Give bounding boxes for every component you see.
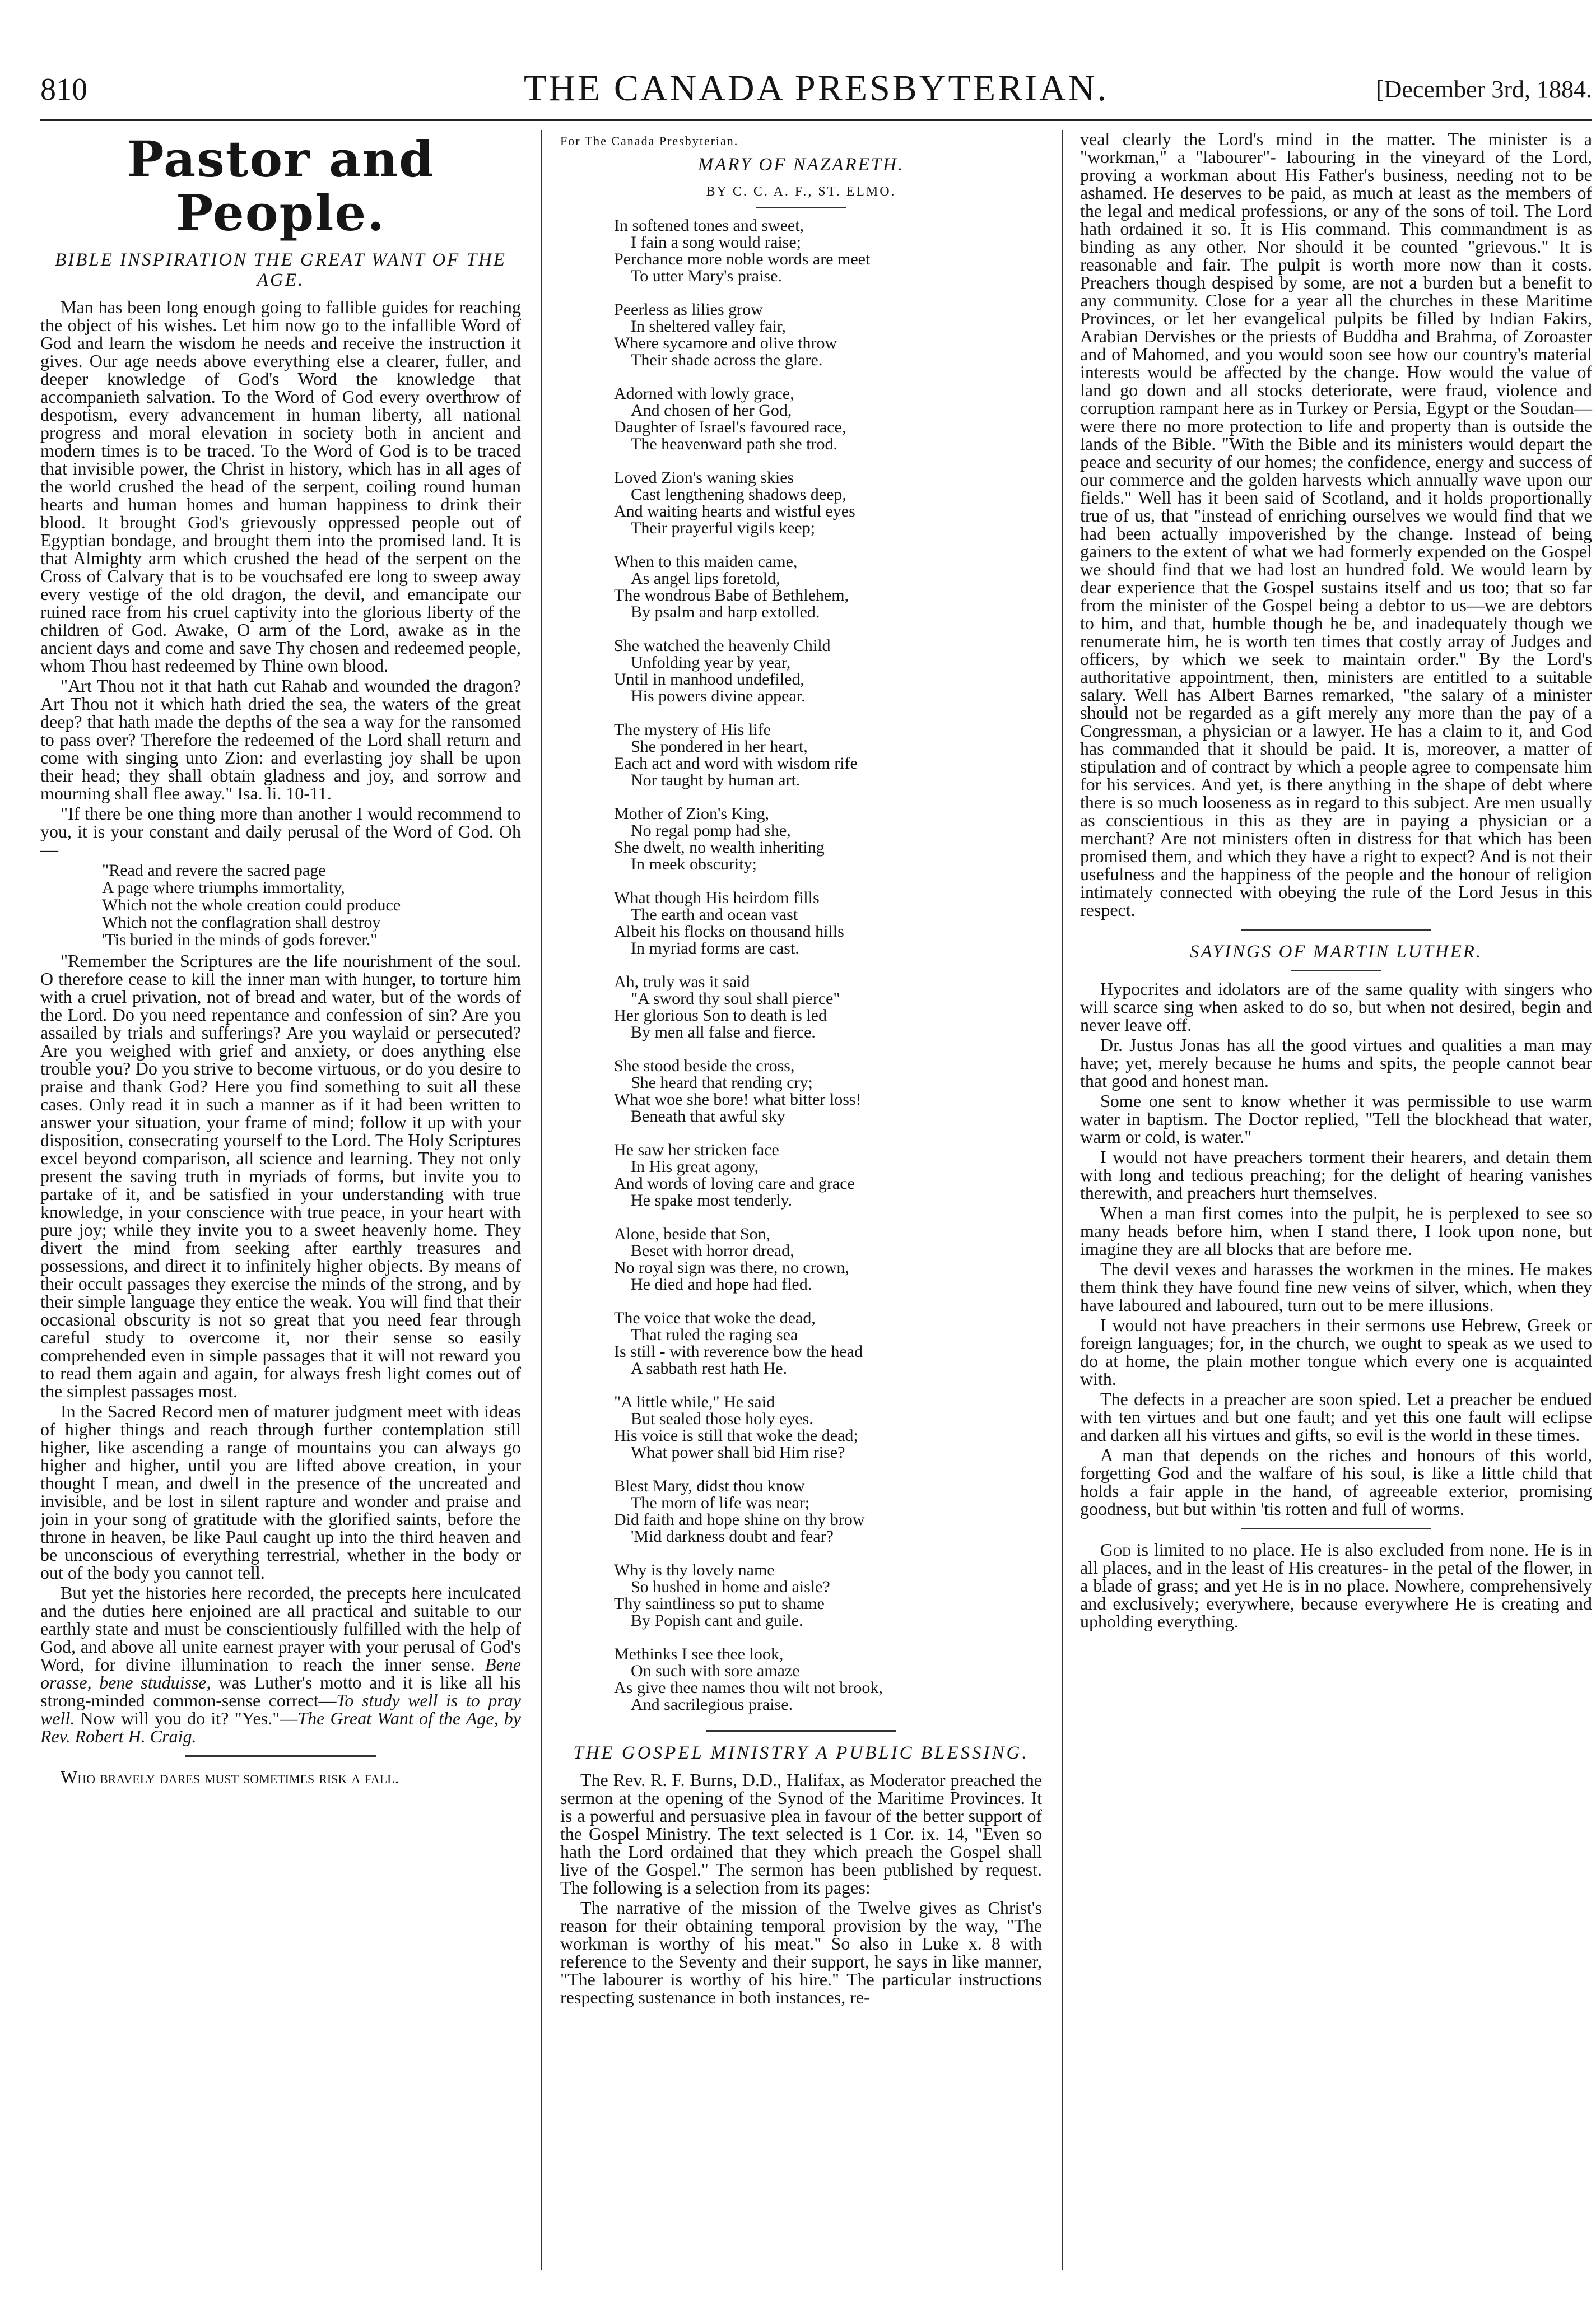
poem-line: To utter Mary's praise. bbox=[631, 267, 782, 285]
saying: I would not have preachers in their sermons use Hebrew, Greek or foreign languages; for, in the church, we ought to speak as we used to do at home, the plain mother tongue which every one is acquainted with. bbox=[1080, 1315, 1592, 1389]
saying: The defects in a preacher are soon spied. Let a preacher be endued with ten virtues and but one fault; and yet this one fault will eclipse and darken all his virtues and gifts, so evil is the world in these times. bbox=[1080, 1389, 1592, 1445]
poem-stanza bbox=[614, 1142, 1042, 1209]
poem-line: She stood beside the cross, bbox=[614, 1057, 795, 1075]
poem-line: Peerless as lilies grow bbox=[614, 300, 763, 319]
poem-line: No regal pomp had she, bbox=[631, 821, 791, 840]
poem bbox=[614, 217, 1042, 1713]
poem-line: His voice is still that woke the dead; bbox=[614, 1426, 858, 1445]
paragraph: In the Sacred Record men of maturer judgment meet with ideas of higher things and reach through further contemplation still higher, like ascending a range of mountains you can always go higher and higher, until you are lifted above creation, in your thought I mean, and dwell in the presence of the uncreated and invisible, and be lost in silent rapture and wonder and praise and join in your song of gratitude with the glorified saints, before the throne in heaven, be like Paul caught up into the third heaven and be unconscious of everything terrestrial, whether in the body or out of the body you cannot tell. bbox=[40, 1401, 521, 1583]
poem-line: And words of loving care and grace bbox=[614, 1174, 855, 1193]
text-run: , was Luther's motto and it is like all his strong-minded common-sense correct— bbox=[40, 1672, 522, 1710]
motto-translation: To study well is to pray well. bbox=[40, 1690, 522, 1728]
divider bbox=[756, 207, 846, 208]
poem-line: "A little while," He said bbox=[614, 1393, 775, 1411]
poem-line: Loved Zion's waning skies bbox=[614, 468, 794, 487]
poem-line: A sabbath rest hath He. bbox=[631, 1359, 788, 1378]
page-number: 810 bbox=[40, 72, 87, 107]
divider bbox=[1241, 1528, 1431, 1529]
article-title: BIBLE INSPIRATION THE GREAT WANT OF THE AGE. bbox=[55, 250, 506, 290]
poem-line: In meek obscurity; bbox=[631, 855, 757, 873]
text-run: Now will you do it? "Yes."— bbox=[75, 1708, 298, 1728]
verse-line: Which not the conflagration shall destroy bbox=[102, 913, 381, 932]
poem-line: Their prayerful vigils keep; bbox=[631, 519, 816, 537]
paragraph: "Remember the Scriptures are the life nourishment of the soul. O therefore cease to kill the inner man with hunger, to torture him with a cruel privation, not of bread and water, but of the words of the Lord. Do you need repentance and confession of sin? Are you assailed by trials and sufferings? Are you waylaid or persecuted? Are you weighed with grief and anxiety, or does anything else trouble you? Do you strive to become virtuous, or do you desire to praise and thank God? Here you find something to suit all these cases. Only read it in such a manner as if it had been written to answer your situation, your frame of mind; follow it up with your disposition, consecrating yourself to the Lord. The Holy Scriptures excel beyond comparison, all science and learning. They not only present the saving truth in myriads of forms, but invite you to partake of it, and be satisfied in your understanding with true knowledge, in your conscience with true peace, in your heart with pure joy; while they invite you to a sweet heavenly home. They divert the mind from seeking after earthly treasures and possessions, and direct it to infinitely higher objects. By means of their occult passages they exercise the minds of the strong, and by their simple language they entice the weak. You will find that their occasional obscurity is not so great that you need fear through careful study to overcome it, nor their sense so easily comprehended even in simple passages that it will not reward you to read them again and again, for always fresh light comes out of the simplest passages most. bbox=[40, 951, 521, 1401]
poem-line: In His great agony, bbox=[631, 1157, 759, 1176]
poem-line: And waiting hearts and wistful eyes bbox=[614, 502, 855, 520]
poem-line: Alone, beside that Son, bbox=[614, 1225, 771, 1243]
poem-line: What power shall bid Him rise? bbox=[631, 1443, 845, 1462]
poem-line: He saw her stricken face bbox=[614, 1141, 779, 1159]
poem-line: Perchance more noble words are meet bbox=[614, 250, 871, 268]
paragraph: "Art Thou not it that hath cut Rahab and wounded the dragon? Art Thou not it which hath dried the sea, the waters of the great deep? that hath made the depths of the sea a way for the ransomed to pass over? Therefore the redeemed of the Lord shall return and come with singing unto Zion: and everlasting joy shall be upon their head; they shall obtain gladness and joy, and sorrow and mourning shall flee away." Isa. li. 10-11. bbox=[40, 676, 521, 803]
lead-word: God bbox=[1100, 1540, 1131, 1560]
saying: Hypocrites and idolators are of the same quality with singers who will scarce sing when asked to do so, but when not desired, begin and never leave off. bbox=[1080, 979, 1592, 1035]
newspaper-title: THE CANADA PRESBYTERIAN. bbox=[524, 68, 1109, 109]
column-separator-1 bbox=[541, 130, 542, 2270]
poem-line: Why is thy lovely name bbox=[614, 1561, 775, 1579]
poem-line: Is still - with reverence bow the head bbox=[614, 1342, 863, 1361]
poem-line: On such with sore amaze bbox=[631, 1662, 800, 1680]
poem-stanza bbox=[614, 806, 1042, 873]
poem-stanza bbox=[614, 469, 1042, 537]
poem-line: The morn of life was near; bbox=[631, 1494, 810, 1512]
verse-line: A page where triumphs immortality, bbox=[102, 878, 345, 897]
poem-stanza bbox=[614, 722, 1042, 789]
poem-line: Nor taught by human art. bbox=[631, 771, 801, 789]
divider bbox=[706, 1730, 896, 1732]
poem-line: Cast lengthening shadows deep, bbox=[631, 485, 846, 504]
saying: Some one sent to know whether it was permissible to use warm water in baptism. The Doctor replied, "Tell the blockhead that water, warm or cold, is water." bbox=[1080, 1091, 1592, 1147]
poem-line: By psalm and harp extolled. bbox=[631, 603, 820, 621]
poem-line: What though His heirdom fills bbox=[614, 889, 820, 907]
divider bbox=[1241, 929, 1431, 931]
poem-line: Beset with horror dread, bbox=[631, 1241, 794, 1260]
divider bbox=[185, 1755, 376, 1757]
poem-line: She dwelt, no wealth inheriting bbox=[614, 838, 825, 857]
issue-date: [December 3rd, 1884. bbox=[1375, 76, 1592, 103]
poem-stanza bbox=[614, 1646, 1042, 1713]
poem-line: Until in manhood undefiled, bbox=[614, 670, 804, 689]
poem-line: In softened tones and sweet, bbox=[614, 216, 804, 235]
latin-motto: Bene orasse, bene studuisse bbox=[40, 1654, 521, 1692]
poem-line: In sheltered valley fair, bbox=[631, 317, 787, 336]
poem-line: Ah, truly was it said bbox=[614, 973, 750, 991]
article-title: SAYINGS OF MARTIN LUTHER. bbox=[1189, 942, 1483, 962]
poem-line: The earth and ocean vast bbox=[631, 905, 798, 924]
poem-stanza bbox=[614, 1226, 1042, 1293]
poem-line: The mystery of His life bbox=[614, 720, 771, 739]
poem-stanza bbox=[614, 1562, 1042, 1629]
poem-stanza bbox=[614, 554, 1042, 621]
poem-line: The wondrous Babe of Bethlehem, bbox=[614, 586, 849, 604]
saying: When a man first comes into the pulpit, he is perplexed to see so many heads before him, when I stand there, I look upon none, but imagine they are all blocks that are before me. bbox=[1080, 1203, 1592, 1259]
poem-line: By men all false and fierce. bbox=[631, 1023, 816, 1041]
poem-stanza bbox=[614, 1310, 1042, 1377]
poem-line: She pondered in her heart, bbox=[631, 737, 808, 756]
paragraph bbox=[1080, 1541, 1592, 1630]
poem-line: In myriad forms are cast. bbox=[631, 939, 799, 957]
text-run: But yet the histories here recorded, the precepts here inculcated and the duties here enjoined are all practical and suitable to our earthly state and must be conscientiously fulfilled with the help of God, and above all unite earnest prayer with your perusal of God's Word, for divine illumination to reach the inner sense. bbox=[40, 1583, 521, 1675]
poem-line: Methinks I see thee look, bbox=[614, 1645, 784, 1663]
poem-line: Mother of Zion's King, bbox=[614, 804, 770, 823]
poem-line: Thy saintliness so put to shame bbox=[614, 1594, 825, 1613]
poem-line: And sacrilegious praise. bbox=[631, 1695, 793, 1714]
poem-line: Adorned with lowly grace, bbox=[614, 384, 794, 403]
poem-byline: BY C. C. A. F., ST. ELMO. bbox=[706, 184, 896, 199]
poem-line: Her glorious Son to death is led bbox=[614, 1006, 827, 1025]
saying: The devil vexes and harasses the workmen in the mines. He makes them think they have found fine new veins of silver, which, when they have laboured and laboured, turn out to be mere illusions. bbox=[1080, 1259, 1592, 1315]
article-source: The Great Want of the Age, by Rev. Robert H. Craig. bbox=[40, 1708, 522, 1746]
paragraph: The Rev. R. F. Burns, D.D., Halifax, as Moderator preached the sermon at the opening of the Synod of the Maritime Provinces. It is a powerful and persuasive plea in favour of the better support of the Gospel Ministry. The text selected is 1 Cor. ix. 14, "Even so hath the Lord ordained that they which preach the Gospel shall live of the Gospel." The sermon has been published by request. The following is a selection from its pages: bbox=[560, 1770, 1042, 1898]
masthead-rule bbox=[40, 119, 1592, 121]
poem-line: She heard that rending cry; bbox=[631, 1073, 813, 1092]
poem-line: Where sycamore and olive throw bbox=[614, 334, 837, 352]
closing-line: Who bravely dares must sometimes risk a fall. bbox=[61, 1767, 399, 1787]
poem-line: She watched the heavenly Child bbox=[614, 636, 831, 655]
poem-stanza bbox=[614, 974, 1042, 1041]
poem-line: Albeit his flocks on thousand hills bbox=[614, 922, 844, 941]
poem-title: MARY OF NAZARETH. bbox=[697, 155, 905, 175]
poem-line: Beneath that awful sky bbox=[631, 1107, 785, 1126]
poem-line: "A sword thy soul shall pierce" bbox=[631, 989, 840, 1008]
divider bbox=[1291, 970, 1381, 971]
poem-line: As angel lips foretold, bbox=[631, 569, 780, 588]
poem-stanza bbox=[614, 1478, 1042, 1545]
poem-line: What woe she bore! what bitter loss! bbox=[614, 1090, 862, 1109]
poem-line: Daughter of Israel's favoured race, bbox=[614, 418, 846, 436]
column-1 bbox=[40, 130, 521, 1788]
poem-line: Their shade across the glare. bbox=[631, 351, 823, 369]
poem-stanza bbox=[614, 385, 1042, 453]
saying: I would not have preachers torment their hearers, and detain them with long and tedious preaching; for the delight of hearing vanishes therewith, and preachers hurt themselves. bbox=[1080, 1147, 1592, 1203]
paragraph: veal clearly the Lord's mind in the matter. The minister is a "workman," a "labourer"- labouring in the vineyard of the Lord, proving a workman about His Father's business, needing not to be ashamed. He deserves to be paid, as much at least as the members of the legal and medical professions, or any of the sons of toil. The Lord hath ordained it so. It is His command. This commandment is as binding as any other. Nor should it be counted "grievous." It is reasonable and fair. The pulpit is worth more now than it costs. Preachers though despised by some, are not a burden but a benefit to any community. Close for a year all the churches in these Maritime Provinces, or let her evangelical pulpits be filled by Indian Fakirs, Arabian Dervishes or the priests of Buddha and Brahma, of Zoroaster and of Mahomed, and you would soon see how our country's material interests would be affected by the change. How would the value of land go down and all stocks deteriorate, were fraud, violence and corruption rampant here as in Turkey or Persia, Egypt or the Soudan—were there no more protection to life and property than is outside the lands of the Bible. "With the Bible and its ministers would depart the peace and security of our homes; the confidence, energy and success of our commerce and the golden harvests which annually wave upon our fields." Well has it been said of Scotland, and it holds proportionally true of us, that "instead of enriching ourselves we would find that we had been actually impoverished by the change. Instead of being gainers to the extent of what we had formerly expended on the Gospel we should find that we had lost an hundred fold. We would learn by dear experience that the Gospel sustains itself and us too; that so far from the minister of the Gospel being a debtor to us—we are debtors to him, and that, humble though he be, and inadequately though we renumerate him, he is worth ten times that costly array of Judges and officers, by which we seek to maintain order." By the Lord's authoritative appointment, then, ministers are entitled to a suitable salary. Well has Albert Barnes remarked, "the salary of a minister should not be regarded as a gift merely any more than the pay of a Congressman, a physician or a lawyer. He has a claim to it, and God has commanded that it should be paid. It is, moreover, a matter of stipulation and of contract by which a people agree to compensate him for his services. And yet, is there anything in the shape of debt where there is so much looseness as in regard to this subject. Are men usually as conscientious in this as they are in paying a physician or a merchant? Are not ministers often in distress for that which has been promised them, and which they have a right to expect? And is not their usefulness and the happiness of the people and the honour of religion intimately connected with obeying the rule of the Lord Jesus in this respect. bbox=[1080, 129, 1592, 920]
paragraph: The narrative of the mission of the Twelve gives as Christ's reason for their obtaining temporal provision by the way, "The workman is worthy of his meat." So also in Luke x. 8 with reference to the Seventy and their support, he says in like manner, "The labourer is worthy of his hire." The particular instructions respecting sustenance in both instances, re- bbox=[560, 1898, 1042, 2007]
poem-line: Blest Mary, didst thou know bbox=[614, 1477, 805, 1495]
column-2 bbox=[560, 130, 1042, 2008]
poem-line: He died and hope had fled. bbox=[631, 1275, 812, 1294]
poem-line: 'Mid darkness doubt and fear? bbox=[631, 1527, 834, 1546]
paragraph: "If there be one thing more than another I would recommend to you, it is your constant and daily perusal of the Word of God. Oh— bbox=[40, 803, 521, 859]
poem-line: The heavenward path she trod. bbox=[631, 435, 838, 453]
poem-line: By Popish cant and guile. bbox=[631, 1611, 803, 1630]
verse-line: "Read and revere the sacred page bbox=[102, 861, 326, 880]
text-run: is limited to no place. He is also excluded from none. He is in all places, and in the least of His creatures- in the petal of the flower, in a blade of grass; and yet He is in no place. Nowhere, comprehensively and exclusively; everywhere, because everywhere He is creating and upholding everything. bbox=[1080, 1540, 1592, 1631]
poem-line: Unfolding year by year, bbox=[631, 653, 791, 672]
verse-line: 'Tis buried in the minds of gods forever." bbox=[102, 931, 378, 949]
poem-stanza bbox=[614, 890, 1042, 957]
poem-line: Did faith and hope shine on thy brow bbox=[614, 1510, 865, 1529]
poem-line: His powers divine appear. bbox=[631, 687, 806, 705]
poem-stanza bbox=[614, 1058, 1042, 1125]
poem-line: When to this maiden came, bbox=[614, 552, 798, 571]
poem-line: And chosen of her God, bbox=[631, 401, 792, 420]
section-heading: Pastor and People. bbox=[127, 130, 435, 242]
poem-line: I fain a song would raise; bbox=[631, 233, 802, 252]
quoted-verse bbox=[102, 862, 521, 948]
poem-line: The voice that woke the dead, bbox=[614, 1309, 816, 1327]
poem-line: No royal sign was there, no crown, bbox=[614, 1258, 849, 1277]
column-separator-2 bbox=[1062, 130, 1063, 2270]
paragraph bbox=[40, 1584, 521, 1745]
column-3 bbox=[1080, 130, 1592, 1633]
poem-line: That ruled the raging sea bbox=[631, 1326, 798, 1344]
poem-stanza bbox=[614, 1394, 1042, 1461]
verse-line: Which not the whole creation could produce bbox=[102, 896, 401, 914]
poem-line: Each act and word with wisdom rife bbox=[614, 754, 858, 773]
poem-stanza bbox=[614, 638, 1042, 705]
poem-line: But sealed those holy eyes. bbox=[631, 1410, 813, 1428]
poem-stanza bbox=[614, 217, 1042, 285]
saying: Dr. Justus Jonas has all the good virtues and qualities a man may have; yet, merely because he hums and spits, the people cannot bear that good and honest man. bbox=[1080, 1035, 1592, 1091]
poem-line: As give thee names thou wilt not brook, bbox=[614, 1678, 883, 1697]
poem-line: So hushed in home and aisle? bbox=[631, 1578, 830, 1596]
poem-stanza bbox=[614, 301, 1042, 369]
paragraph: Man has been long enough going to fallible guides for reaching the object of his wishes. Let him now go to the infallible Word of God and learn the wisdom he needs and receive the instruction it gives. Our age needs above everything else a clearer, fuller, and deeper knowledge of God's Word the knowledge that accompanieth salvation. To the Word of God every overthrow of despotism, every advancement in human liberty, all national progress and moral elevation in society both in ancient and modern times is to be traced. To the Word of God is to be traced that invisible power, the Christ in history, which has in all ages of the world crushed the head of the serpent, coiling round human hearts and human homes and human happiness to drink their blood. It brought God's grievously oppressed people out of Egyptian bondage, and brought them into the promised land. It is that Almighty arm which crushed the head of the serpent on the Cross of Calvary that is to be vouchsafed ere long to sweep away every vestige of the old dragon, the devil, and emancipate our ruined race from his cruel captivity into the glorious liberty of the children of God. Awake, O arm of the Lord, awake as in the ancient days and come and save Thy chosen and redeemed people, whom Thou hast redeemed by Thine own blood. bbox=[40, 297, 521, 676]
article-title: THE GOSPEL MINISTRY A PUBLIC BLESSING. bbox=[573, 1743, 1029, 1763]
poem-line: He spake most tenderly. bbox=[631, 1191, 792, 1210]
saying: A man that depends on the riches and honours of this world, forgetting God and the walfare of his soul, is like a little child that holds a fair apple in the hand, of agreeable exterior, promising goodness, but but within 'tis rotten and full of worms. bbox=[1080, 1445, 1592, 1519]
poem-credit: For The Canada Presbyterian. bbox=[560, 134, 739, 148]
masthead bbox=[40, 67, 1592, 114]
